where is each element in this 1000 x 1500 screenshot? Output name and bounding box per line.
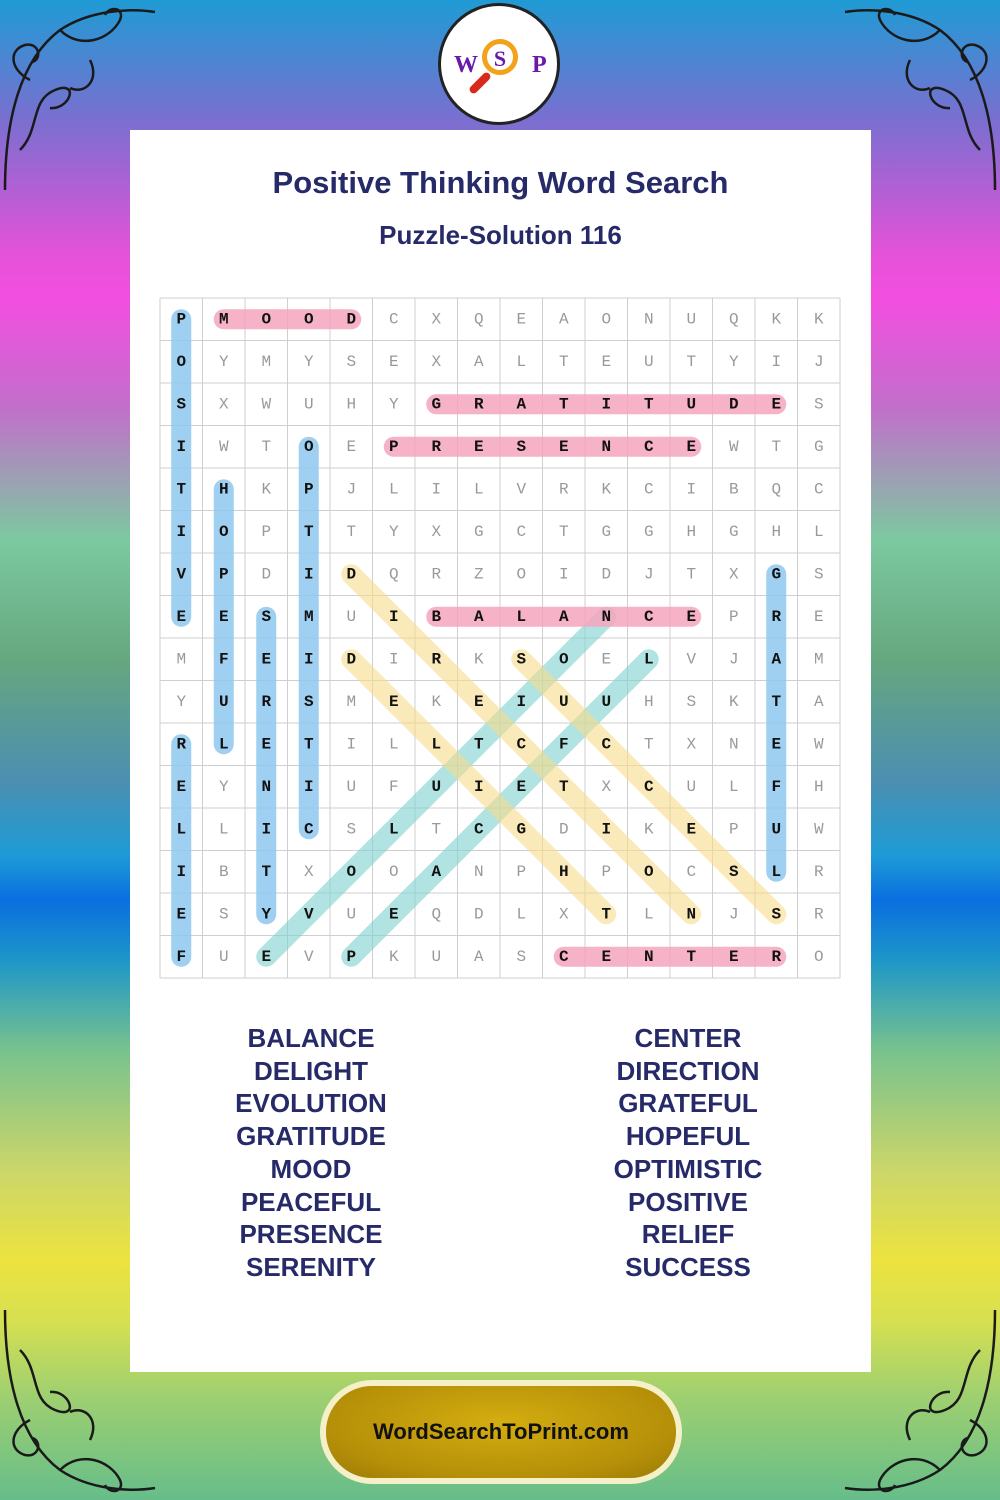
grid-cell[interactable]: Y [218,777,229,796]
grid-cell[interactable]: C [303,820,314,839]
grid-cell[interactable]: A [473,947,484,966]
grid-cell[interactable]: I [601,820,612,839]
grid-cell[interactable]: W [218,437,229,456]
grid-cell[interactable]: Y [261,905,272,924]
grid-cell[interactable]: T [431,820,442,839]
grid-cell[interactable]: E [473,692,484,711]
grid-cell[interactable]: L [516,607,527,626]
grid-cell[interactable]: G [431,395,442,414]
grid-cell[interactable]: P [346,947,357,966]
grid-cell[interactable]: U [686,777,697,796]
grid-cell[interactable]: E [176,777,187,796]
grid-cell[interactable]: S [516,437,527,456]
grid-cell[interactable]: G [601,522,612,541]
grid-cell[interactable]: N [601,607,612,626]
grid-cell[interactable]: P [261,522,272,541]
grid-cell[interactable]: T [346,522,357,541]
grid-cell[interactable]: F [771,777,782,796]
grid-cell[interactable]: O [643,862,654,881]
grid-cell[interactable]: Y [176,692,187,711]
grid-cell[interactable]: E [218,607,229,626]
grid-cell[interactable]: V [303,905,314,924]
grid-cell[interactable]: X [431,310,442,329]
grid-cell[interactable]: D [346,310,357,329]
grid-cell[interactable]: M [813,650,824,669]
grid-cell[interactable]: D [473,905,484,924]
grid-cell[interactable]: X [686,735,697,754]
grid-cell[interactable]: M [303,607,314,626]
grid-cell[interactable]: F [176,947,187,966]
grid-cell[interactable]: U [346,777,357,796]
grid-cell[interactable]: K [728,692,739,711]
grid-cell[interactable]: C [516,522,527,541]
grid-cell[interactable]: U [558,692,569,711]
grid-cell[interactable]: L [813,522,824,541]
grid-cell[interactable]: R [813,905,824,924]
grid-cell[interactable]: L [771,862,782,881]
grid-cell[interactable]: K [813,310,824,329]
grid-cell[interactable]: I [388,607,399,626]
word-search-grid [130,130,871,1010]
grid-cell[interactable]: E [473,437,484,456]
grid-cell[interactable]: I [771,352,782,371]
grid-cell[interactable]: E [176,905,187,924]
grid-cell[interactable]: K [388,947,399,966]
grid-cell[interactable]: G [728,522,739,541]
grid-cell[interactable]: S [218,905,229,924]
grid-cell[interactable]: Q [388,565,399,584]
grid-cell[interactable]: A [558,607,569,626]
grid-cell[interactable]: F [388,777,399,796]
grid-cell[interactable]: G [771,565,782,584]
grid-cell[interactable]: S [516,947,527,966]
grid-cell[interactable]: V [303,947,314,966]
grid-cell[interactable]: P [728,820,739,839]
grid-cell[interactable]: X [601,777,612,796]
grid-cell[interactable]: E [176,607,187,626]
grid-cell[interactable]: D [346,650,357,669]
word-item: DELIGHT [253,1055,369,1086]
grid-cell[interactable]: T [558,395,569,414]
grid-cell[interactable]: X [728,565,739,584]
grid-cell[interactable]: J [728,650,739,669]
grid-cell[interactable]: J [728,905,739,924]
grid-cell[interactable]: B [728,480,739,499]
grid-cell[interactable]: R [771,607,782,626]
grid-cell[interactable]: B [218,862,229,881]
grid-cell[interactable]: P [516,862,527,881]
grid-cell[interactable]: A [473,607,484,626]
grid-cell[interactable]: U [346,607,357,626]
grid-cell[interactable]: E [771,395,782,414]
grid-cell[interactable]: R [431,650,442,669]
grid-cell[interactable]: X [431,522,442,541]
grid-cell[interactable]: T [771,692,782,711]
page-subtitle: Puzzle-Solution 116 [379,220,622,250]
grid-cell[interactable]: B [431,607,442,626]
grid-cell[interactable]: L [728,777,739,796]
grid-cell[interactable]: I [261,820,272,839]
word-item: PRESENCE [239,1219,383,1250]
grid-cell[interactable]: Y [388,522,399,541]
grid-cell[interactable]: U [686,395,697,414]
grid-cell[interactable]: X [558,905,569,924]
grid-cell[interactable]: T [176,480,187,499]
grid-cell[interactable]: K [643,820,654,839]
grid-cell[interactable]: P [601,862,612,881]
grid-cell[interactable]: M [261,352,272,371]
grid-cell[interactable]: D [346,565,357,584]
grid-cell[interactable]: N [261,777,272,796]
grid-cell[interactable]: R [813,862,824,881]
word-item: OPTIMISTIC [613,1153,763,1184]
grid-cell[interactable]: C [643,777,654,796]
grid-cell[interactable]: J [643,565,654,584]
grid-cell[interactable]: H [218,480,229,499]
grid-cell[interactable]: H [346,395,357,414]
grid-cell[interactable]: V [686,650,697,669]
grid-cell[interactable]: R [261,692,272,711]
grid-cell[interactable]: J [346,480,357,499]
grid-cell[interactable]: E [261,947,272,966]
grid-cell[interactable]: L [431,735,442,754]
grid-cell[interactable]: R [558,480,569,499]
grid-cell[interactable]: L [643,905,654,924]
grid-cell[interactable]: U [346,905,357,924]
grid-cell[interactable]: E [686,820,697,839]
grid-cell[interactable]: W [261,395,272,414]
logo-letter-p: P [532,52,547,78]
grid-cell[interactable]: I [303,650,314,669]
grid-cell[interactable]: E [261,650,272,669]
grid-cell[interactable]: K [261,480,272,499]
grid-cell[interactable]: T [303,735,314,754]
grid-cell[interactable]: A [431,862,442,881]
grid-cell[interactable]: U [218,947,229,966]
grid-cell[interactable]: R [473,395,484,414]
grid-cell[interactable]: I [176,437,187,456]
grid-cell[interactable]: E [728,947,739,966]
grid-cell[interactable]: T [558,352,569,371]
grid-cell[interactable]: C [516,735,527,754]
grid-cell[interactable]: H [686,522,697,541]
grid-cell[interactable]: T [643,395,654,414]
grid-cell[interactable]: Q [728,310,739,329]
grid-cell[interactable]: I [388,650,399,669]
grid-cell[interactable]: O [303,437,314,456]
grid-cell[interactable]: L [218,735,229,754]
grid-cell[interactable]: C [643,480,654,499]
grid-cell[interactable]: O [558,650,569,669]
grid-cell[interactable]: U [303,395,314,414]
grid-cell[interactable]: M [176,650,187,669]
grid-cell[interactable]: W [728,437,739,456]
grid-cell[interactable]: A [771,650,782,669]
grid-cell[interactable]: T [473,735,484,754]
grid-cell[interactable]: S [346,352,357,371]
logo-letter-w: W [454,52,478,78]
grid-cell[interactable]: T [771,437,782,456]
grid-cell[interactable]: E [388,692,399,711]
grid-cell[interactable]: W [813,735,824,754]
grid-cell[interactable]: L [388,820,399,839]
grid-cell[interactable]: L [218,820,229,839]
word-item: BALANCE [247,1023,375,1053]
grid-cell[interactable]: Y [218,352,229,371]
grid-cell[interactable]: S [303,692,314,711]
grid-cell[interactable]: C [813,480,824,499]
grid-cell[interactable]: T [686,565,697,584]
grid-cell[interactable]: I [303,777,314,796]
grid-cell[interactable]: E [261,735,272,754]
word-item: SUCCESS [625,1251,751,1282]
grid-cell[interactable]: P [176,310,187,329]
grid-cell[interactable]: C [601,735,612,754]
grid-cell[interactable]: F [558,735,569,754]
grid-cell[interactable]: I [686,480,697,499]
grid-cell[interactable]: T [303,522,314,541]
grid-cell[interactable]: E [558,437,569,456]
grid-cell[interactable]: V [176,565,187,584]
grid-cell[interactable]: I [431,480,442,499]
grid-cell[interactable]: Y [728,352,739,371]
grid-cell[interactable]: D [558,820,569,839]
grid-cell[interactable]: E [601,947,612,966]
grid-cell[interactable]: N [728,735,739,754]
grid-cell[interactable]: I [516,692,527,711]
grid-cell[interactable]: O [303,310,314,329]
grid-cell[interactable]: E [601,650,612,669]
grid-cell[interactable]: M [346,692,357,711]
grid-cell[interactable]: L [473,480,484,499]
site-link-button[interactable] [326,1386,676,1478]
word-item: PEACEFUL [240,1186,382,1217]
grid-cell[interactable]: A [473,352,484,371]
grid-cell[interactable]: G [813,437,824,456]
word-item: GRATITUDE [236,1121,386,1152]
grid-cell[interactable]: S [516,650,527,669]
wsp-logo[interactable] [438,3,560,125]
grid-cell[interactable]: I [473,777,484,796]
grid-cell[interactable]: Y [303,352,314,371]
word-item: SERENITY [245,1251,377,1282]
grid-cell[interactable]: P [218,565,229,584]
grid-cell[interactable]: O [218,522,229,541]
word-item: GRATEFUL [618,1088,758,1119]
grid-cell[interactable]: R [176,735,187,754]
grid-cell[interactable]: A [558,310,569,329]
grid-cell[interactable]: S [176,395,187,414]
grid-cell[interactable]: K [431,692,442,711]
grid-cell[interactable]: S [813,395,824,414]
grid-cell[interactable]: O [346,862,357,881]
puzzle-card [130,130,871,1372]
logo-letter-s: S [493,46,507,71]
grid-cell[interactable]: C [558,947,569,966]
word-item: RELIEF [641,1219,735,1250]
grid-cell[interactable]: S [771,905,782,924]
grid-cell[interactable]: U [771,820,782,839]
grid-cell[interactable]: X [218,395,229,414]
grid-cell[interactable]: C [643,607,654,626]
grid-cell[interactable]: H [643,692,654,711]
grid-cell[interactable]: O [176,352,187,371]
grid-cell[interactable]: G [516,820,527,839]
word-list-left [161,1022,461,1284]
grid-cell[interactable]: H [771,522,782,541]
grid-cell[interactable]: I [303,565,314,584]
grid-cell[interactable]: R [771,947,782,966]
grid-cell[interactable]: I [558,565,569,584]
grid-cell[interactable]: S [686,692,697,711]
grid-cell[interactable]: E [771,735,782,754]
grid-cell[interactable]: D [601,565,612,584]
grid-cell[interactable]: U [431,777,442,796]
grid-cell[interactable]: L [643,650,654,669]
grid-cell[interactable]: H [558,862,569,881]
grid-cell[interactable]: I [601,395,612,414]
grid-cell[interactable]: L [516,352,527,371]
word-item: POSITIVE [628,1186,748,1217]
grid-cell[interactable]: U [601,692,612,711]
grid-cell[interactable]: U [686,310,697,329]
grid-cell[interactable]: E [516,310,527,329]
grid-cell[interactable]: T [261,437,272,456]
grid-cell[interactable]: O [813,947,824,966]
grid-cell[interactable]: N [473,862,484,881]
grid-cell[interactable]: V [516,480,527,499]
page-title: Positive Thinking Word Search [272,165,729,200]
grid-cell[interactable]: E [686,607,697,626]
grid-cell[interactable]: H [813,777,824,796]
grid-cell[interactable]: X [303,862,314,881]
grid-cell[interactable]: U [431,947,442,966]
grid-cell[interactable]: Y [388,395,399,414]
grid-cell[interactable]: X [431,352,442,371]
grid-cell[interactable]: K [473,650,484,669]
grid-cell[interactable]: R [431,437,442,456]
grid-cell[interactable]: T [558,777,569,796]
grid-cell[interactable]: M [218,310,229,329]
grid-cell[interactable]: T [558,522,569,541]
grid-cell[interactable]: N [601,437,612,456]
grid-cell[interactable]: E [346,437,357,456]
grid-cell[interactable]: G [643,522,654,541]
site-link-label: WordSearchToPrint.com [373,1419,629,1444]
grid-cell[interactable]: U [218,692,229,711]
word-item: HOPEFUL [625,1121,751,1152]
grid-cell[interactable]: K [601,480,612,499]
grid-cell[interactable]: L [388,735,399,754]
grid-cell[interactable]: G [473,522,484,541]
grid-cell[interactable]: P [388,437,399,456]
word-item: EVOLUTION [235,1088,387,1119]
grid-cell[interactable]: T [686,947,697,966]
grid-cell[interactable]: N [643,947,654,966]
grid-cell[interactable]: I [176,862,187,881]
grid-cell[interactable]: L [388,480,399,499]
grid-cell[interactable]: N [643,310,654,329]
grid-cell[interactable]: P [728,607,739,626]
word-item: MOOD [270,1153,352,1184]
grid-cell[interactable]: T [686,352,697,371]
grid-cell[interactable]: E [601,352,612,371]
grid-cell[interactable]: P [303,480,314,499]
grid-cell[interactable]: S [728,862,739,881]
grid-cell[interactable]: O [261,310,272,329]
grid-cell[interactable]: I [346,735,357,754]
grid-cell[interactable]: L [516,905,527,924]
grid-cell[interactable]: U [643,352,654,371]
grid-cell[interactable]: E [813,607,824,626]
grid-cell[interactable]: E [516,777,527,796]
grid-cell[interactable]: Q [473,310,484,329]
grid-cell[interactable]: F [218,650,229,669]
word-list-right [538,1022,838,1284]
word-item: CENTER [634,1023,742,1053]
grid-cell[interactable]: I [176,522,187,541]
grid-cell[interactable]: D [261,565,272,584]
grid-cell[interactable]: C [643,437,654,456]
grid-cell[interactable]: Q [431,905,442,924]
grid-cell[interactable]: R [431,565,442,584]
grid-cell[interactable]: O [516,565,527,584]
grid-cell[interactable]: T [261,862,272,881]
grid-cell[interactable]: D [728,395,739,414]
grid-cell[interactable]: C [686,862,697,881]
grid-cell[interactable]: O [601,310,612,329]
grid-cell[interactable]: Z [473,565,484,584]
grid-cell[interactable]: T [643,735,654,754]
grid-cell[interactable]: C [388,310,399,329]
grid-cell[interactable]: J [813,352,824,371]
grid-cell[interactable]: E [388,905,399,924]
grid-cell[interactable]: Q [771,480,782,499]
grid-cell[interactable]: S [346,820,357,839]
grid-cell[interactable]: S [261,607,272,626]
grid-cell[interactable]: L [176,820,187,839]
word-item: DIRECTION [616,1055,760,1086]
grid-cell[interactable]: E [388,352,399,371]
grid-cell[interactable]: N [686,905,697,924]
grid-cell[interactable]: S [813,565,824,584]
grid-cell[interactable]: W [813,820,824,839]
grid-cell[interactable]: C [473,820,484,839]
grid-cell[interactable]: E [686,437,697,456]
grid-cell[interactable]: T [601,905,612,924]
grid-cell[interactable]: A [813,692,824,711]
grid-cell[interactable]: O [388,862,399,881]
magnifier-icon [482,39,518,75]
grid-cell[interactable]: K [771,310,782,329]
grid-cell[interactable]: A [516,395,527,414]
